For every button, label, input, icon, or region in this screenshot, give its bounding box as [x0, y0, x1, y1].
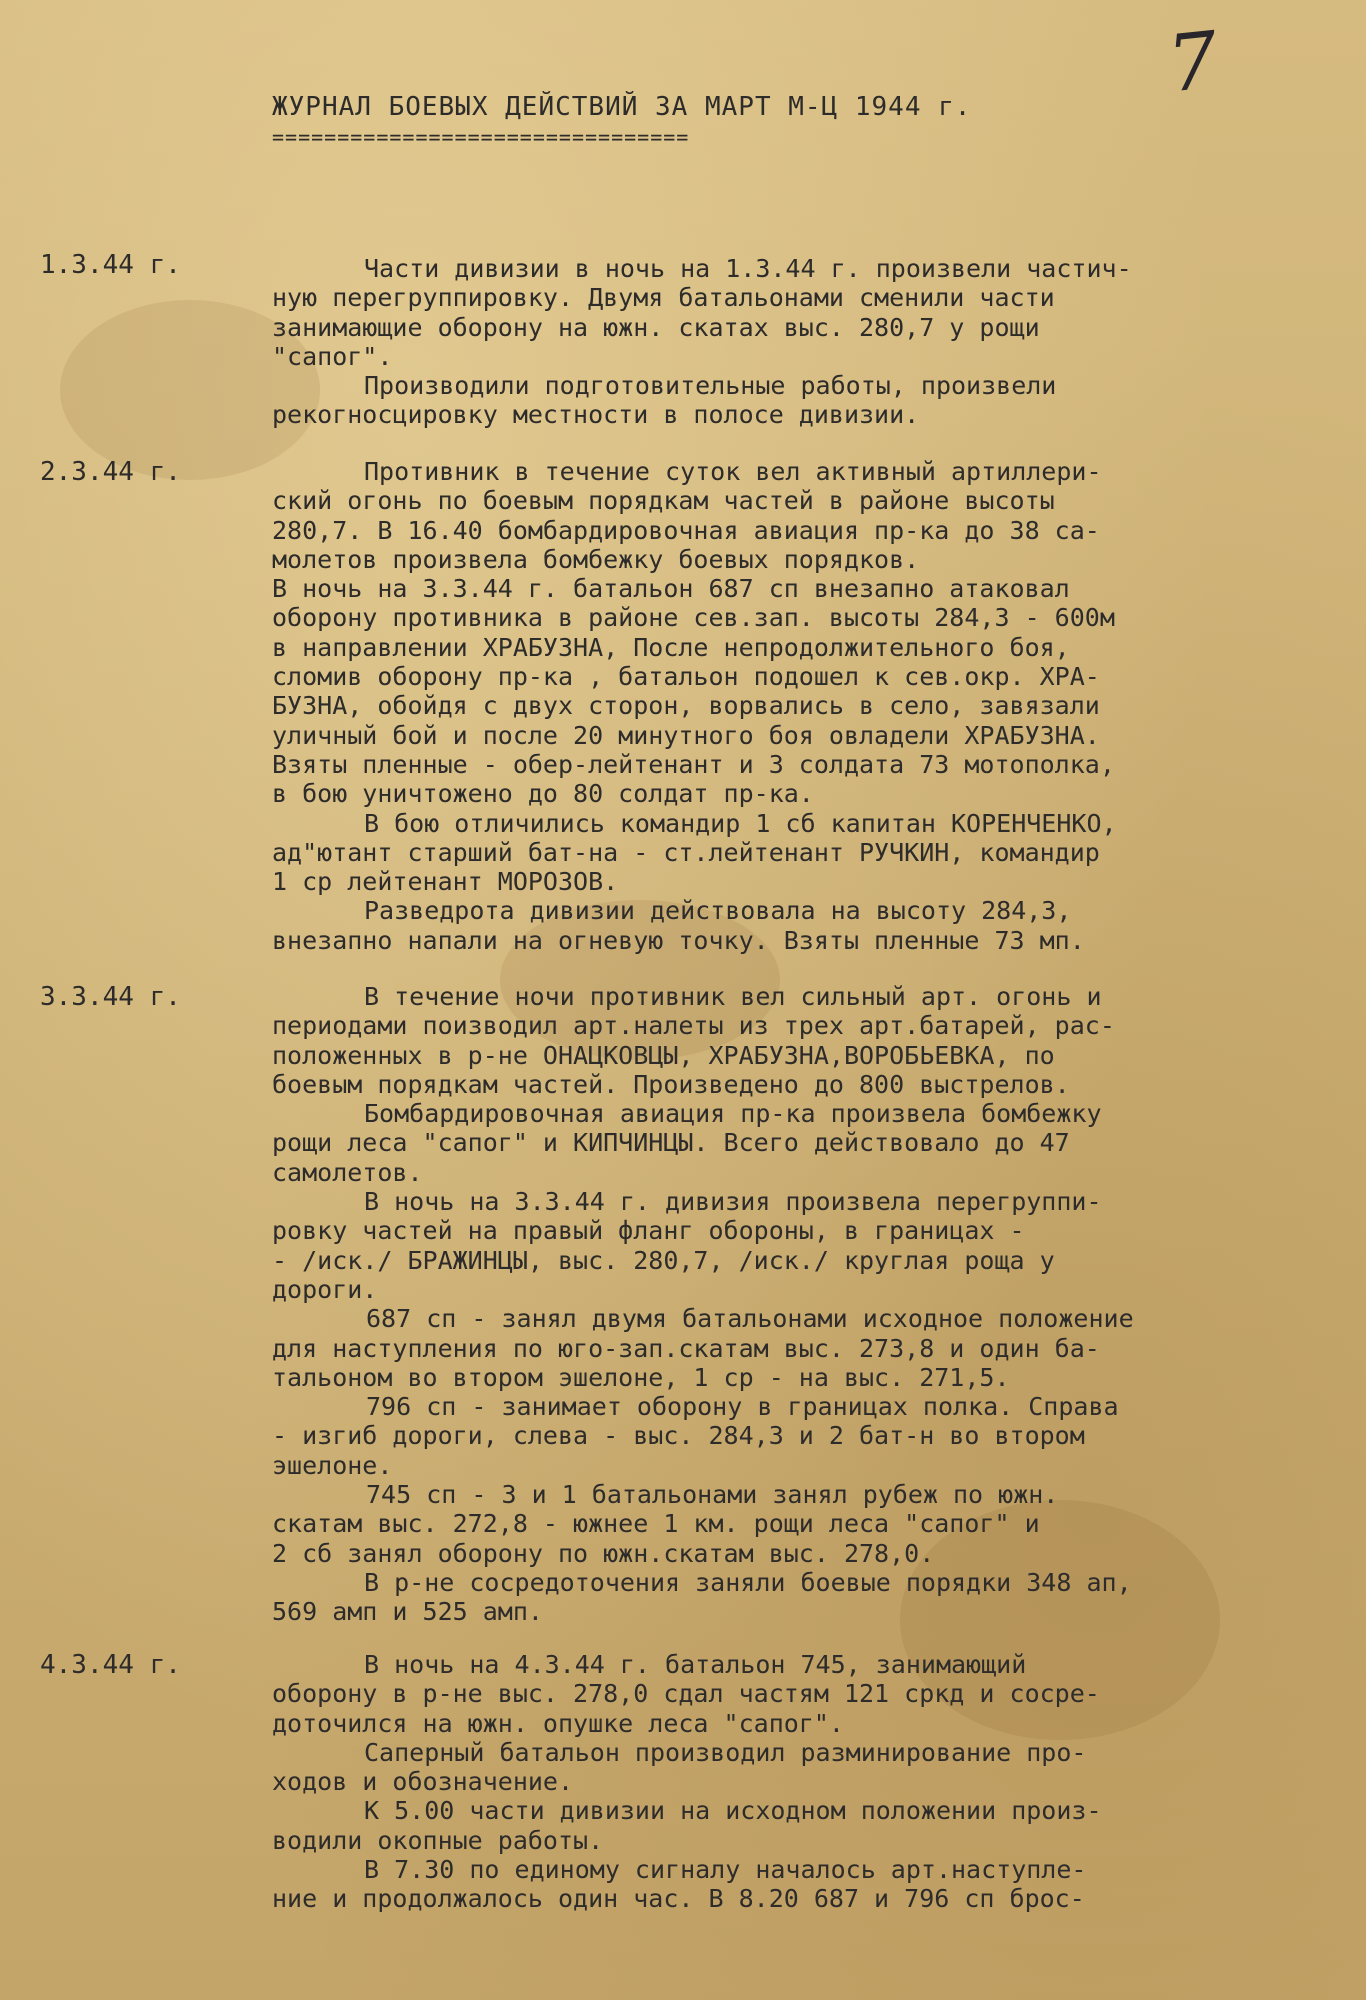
document-title: ЖУРНАЛ БОЕВЫХ ДЕЙСТВИЙ ЗА МАРТ М-Ц 1944 г.: [272, 92, 972, 122]
text-line: Взяты пленные - обер-лейтенант и 3 солдата 73 мотополка,: [272, 749, 1115, 779]
text-line: оборону в р-не выс. 278,0 сдал частям 121 сркд и сосре-: [272, 1679, 1100, 1709]
text-line: Саперный батальон производил разминирование про-: [364, 1737, 1087, 1767]
entry-date: 2.3.44 г.: [40, 457, 181, 487]
text-line: В 7.30 по единому сигналу началось арт.наступле-: [364, 1855, 1087, 1885]
text-line: В р-не сосредоточения заняли боевые порядки 348 ап,: [364, 1567, 1132, 1597]
text-line: боевым порядкам частей. Произведено до 800 выстрелов.: [272, 1069, 1070, 1099]
text-line: молетов произвела бомбежку боевых порядков.: [272, 544, 920, 574]
text-line: 745 сп - 3 и 1 батальонами занял рубеж по южн.: [366, 1480, 1059, 1510]
text-line: скатам выс. 272,8 - южнее 1 км. рощи леса "сапог" и: [272, 1509, 1040, 1539]
text-line: в направлении ХРАБУЗНА, После непродолжительного боя,: [272, 632, 1070, 662]
text-line: для наступления по юго-зап.скатам выс. 273,8 и один ба-: [272, 1333, 1100, 1363]
text-line: Производили подготовительные работы, произвели: [364, 371, 1057, 401]
text-line: В течение ночи противник вел сильный арт. огонь и: [364, 982, 1102, 1011]
text-line: БУЗНА, обойдя с двух сторон, ворвались в село, завязали: [272, 691, 1100, 721]
text-line: 796 сп - занимает оборону в границах полка. Справа: [366, 1392, 1119, 1422]
text-line: 569 амп и 525 амп.: [272, 1597, 543, 1627]
text-line: - изгиб дороги, слева - выс. 284,3 и 2 бат-н во втором: [272, 1421, 1085, 1451]
text-line: К 5.00 части дивизии на исходном положении произ-: [364, 1796, 1102, 1826]
entry-text: [272, 1650, 1352, 1914]
text-line: рощи леса "сапог" и КИПЧИНЦЫ. Всего действовало до 47: [272, 1128, 1070, 1158]
text-line: внезапно напали на огневую точку. Взяты пленные 73 мп.: [272, 925, 1085, 955]
text-line: уличный бой и после 20 минутного боя овладели ХРАБУЗНА.: [272, 720, 1100, 750]
handwritten-page-number: 7: [1163, 15, 1223, 111]
text-line: Бомбардировочная авиация пр-ка произвела бомбежку: [364, 1099, 1102, 1129]
entry-date: 4.3.44 г.: [40, 1650, 181, 1680]
entry-text: [272, 254, 1352, 430]
text-line: тальоном во втором эшелоне, 1 ср - на выс. 271,5.: [272, 1362, 1010, 1392]
text-line: ский огонь по боевым порядкам частей в районе высоты: [272, 486, 1055, 516]
text-line: 2 сб занял оборону по южн.скатам выс. 278,0.: [272, 1538, 935, 1568]
text-line: Противник в течение суток вел активный артиллери-: [364, 457, 1102, 486]
text-line: дороги.: [272, 1274, 378, 1304]
text-line: положенных в р-не ОНАЦКОВЦЫ, ХРАБУЗНА,ВОРОБЬЕВКА, по: [272, 1040, 1055, 1070]
text-line: доточился на южн. опушке леса "сапог".: [272, 1708, 844, 1738]
text-line: периодами поизводил арт.налеты из трех арт.батарей, рас-: [272, 1011, 1115, 1041]
text-line: "сапог".: [272, 341, 393, 371]
text-line: Разведрота дивизии действовала на высоту 284,3,: [364, 896, 1072, 926]
text-line: ние и продолжалось один час. В 8.20 687 и 796 сп брос-: [272, 1884, 1085, 1914]
text-line: рекогносцировку местности в полосе дивизии.: [272, 400, 920, 430]
text-line: В ночь на 3.3.44 г. дивизия произвела перегруппи-: [364, 1187, 1102, 1217]
entry-date: 1.3.44 г.: [40, 250, 181, 280]
text-line: оборону противника в районе сев.зап. высоты 284,3 - 600м: [272, 603, 1115, 633]
text-line: В ночь на 3.3.44 г. батальон 687 сп внезапно атаковал: [272, 574, 1070, 604]
text-line: ную перегруппировку. Двумя батальонами сменили части: [272, 283, 1055, 313]
title-underline: ================================: [272, 125, 690, 149]
entry-date: 3.3.44 г.: [40, 982, 181, 1012]
text-line: водили окопные работы.: [272, 1825, 604, 1855]
text-line: 687 сп - занял двумя батальонами исходное положение: [366, 1304, 1134, 1334]
text-line: в бою уничтожено до 80 солдат пр-ка.: [272, 779, 814, 809]
text-line: занимающие оборону на южн. скатах выс. 280,7 у рощи: [272, 312, 1040, 342]
text-line: В бою отличились командир 1 сб капитан КОРЕНЧЕНКО,: [364, 808, 1117, 838]
text-line: ад"ютант старший бат-на - ст.лейтенант РУЧКИН, командир: [272, 837, 1100, 867]
text-line: эшелоне.: [272, 1450, 393, 1480]
entry-text: [272, 457, 1352, 955]
text-line: ходов и обозначение.: [272, 1767, 574, 1797]
entry-text: [272, 982, 1352, 1627]
text-line: Части дивизии в ночь на 1.3.44 г. произвели частич-: [364, 254, 1132, 283]
text-line: сломив оборону пр-ка , батальон подошел к сев.окр. ХРА-: [272, 662, 1100, 692]
text-line: 280,7. В 16.40 бомбардировочная авиация пр-ка до 38 са-: [272, 515, 1100, 545]
text-line: самолетов.: [272, 1157, 423, 1187]
text-line: 1 ср лейтенант МОРОЗОВ.: [272, 867, 619, 897]
text-line: - /иск./ БРАЖИНЦЫ, выс. 280,7, /иск./ круглая роща у: [272, 1245, 1055, 1275]
text-line: В ночь на 4.3.44 г. батальон 745, занимающий: [364, 1650, 1027, 1679]
text-line: ровку частей на правый фланг обороны, в границах -: [272, 1216, 1025, 1246]
